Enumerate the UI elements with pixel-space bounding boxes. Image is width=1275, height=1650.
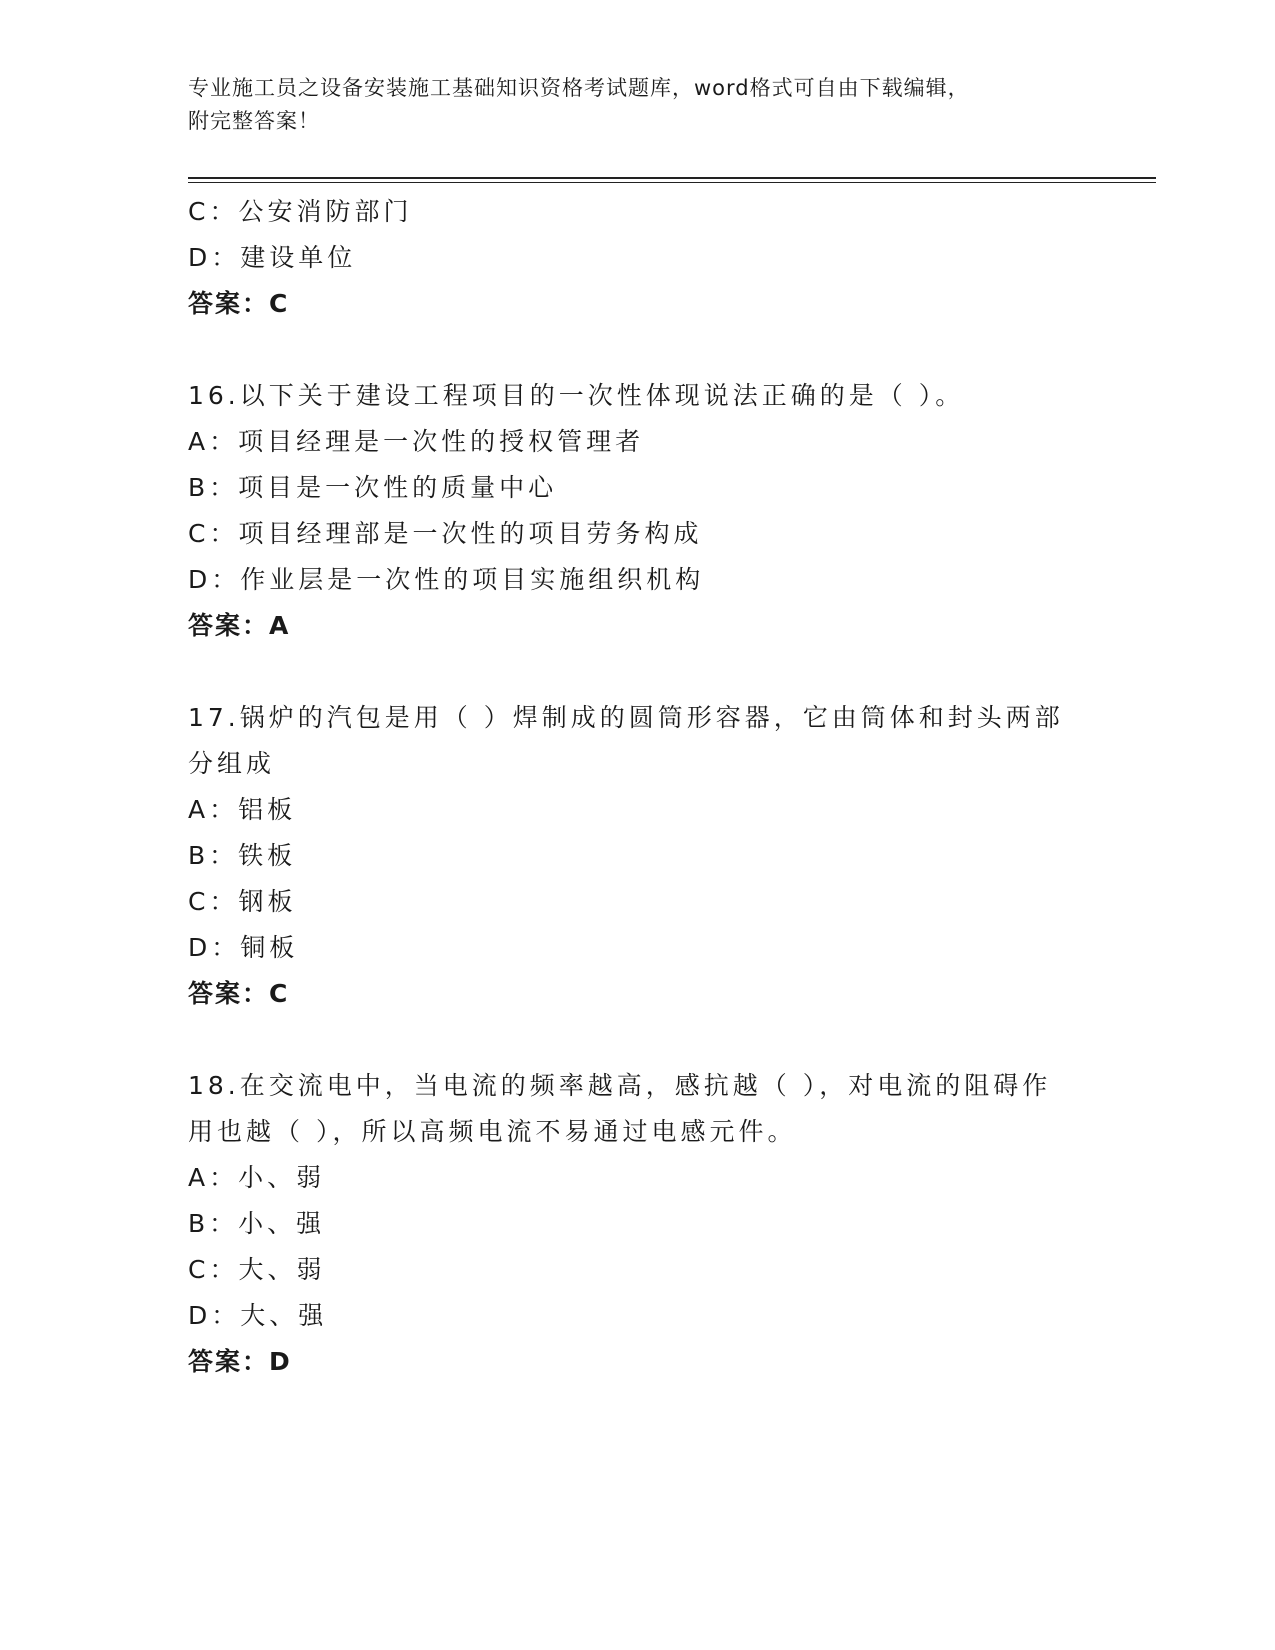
spacer [188, 649, 1088, 695]
spacer [188, 1017, 1088, 1063]
option-d: D：铜板 [188, 933, 299, 962]
question-stem-line-1: 18.在交流电中，当电流的频率越高，感抗越（ ），对电流的阻碍作 [188, 1071, 1052, 1100]
question-stem: 16.以下关于建设工程项目的一次性体现说法正确的是（ ）。 [188, 381, 965, 410]
question-stem-line-2: 分组成 [188, 749, 276, 778]
option-c: C：钢板 [188, 887, 297, 916]
spacer [188, 327, 1088, 373]
question-stem-line-2: 用也越（ ），所以高频电流不易通过电感元件。 [188, 1117, 797, 1146]
option-a: A：铝板 [188, 795, 297, 824]
answer-line: 答案：C [188, 289, 290, 318]
option-b: B：项目是一次性的质量中心 [188, 473, 558, 502]
question-17 [188, 695, 1088, 1017]
question-list [188, 189, 1088, 1385]
option-c: C：公安消防部门 [188, 197, 413, 226]
option-c: C：大、弱 [188, 1255, 326, 1284]
option-d: D：建设单位 [188, 243, 357, 272]
option-c: C：项目经理部是一次性的项目劳务构成 [188, 519, 703, 548]
option-b: B：铁板 [188, 841, 297, 870]
option-a: A：项目经理是一次性的授权管理者 [188, 427, 645, 456]
question-stem-line-1: 17.锅炉的汽包是用（ ）焊制成的圆筒形容器，它由筒体和封头两部 [188, 703, 1064, 732]
header-line-2: 附完整答案！ [188, 109, 320, 133]
option-a: A：小、弱 [188, 1163, 326, 1192]
answer-line: 答案：A [188, 611, 291, 640]
question-16 [188, 373, 1088, 649]
prev-question-tail [188, 189, 1088, 327]
question-18 [188, 1063, 1088, 1385]
option-d: D：大、强 [188, 1301, 328, 1330]
header-divider-thin [188, 182, 1156, 183]
answer-line: 答案：D [188, 1347, 292, 1376]
document-header [188, 72, 1088, 138]
option-d: D：作业层是一次性的项目实施组织机构 [188, 565, 705, 594]
header-divider-thick [188, 177, 1156, 179]
option-b: B：小、强 [188, 1209, 326, 1238]
answer-line: 答案：C [188, 979, 290, 1008]
header-line-1: 专业施工员之设备安装施工基础知识资格考试题库，word格式可自由下载编辑， [188, 76, 970, 100]
